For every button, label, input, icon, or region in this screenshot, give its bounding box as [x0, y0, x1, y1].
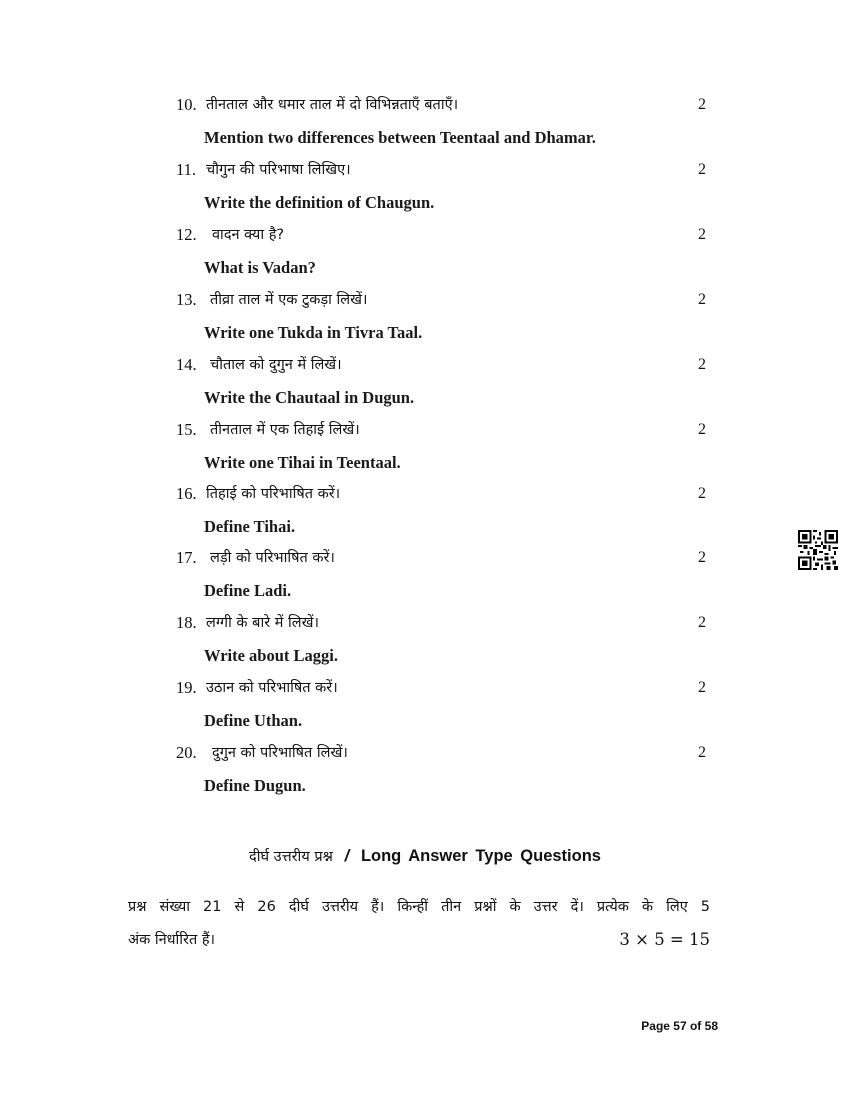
question-marks: 2: [698, 226, 706, 243]
qr-code-icon: [798, 530, 838, 570]
question-15: [176, 418, 706, 442]
question-12: [176, 223, 706, 247]
question-number: 16.: [176, 484, 197, 503]
question-text-hindi: चौगुन की परिभाषा लिखिए।: [206, 162, 351, 178]
question-text-english: Mention two differences between Teentaal and Dhamar.: [204, 128, 596, 147]
question-text-english: Define Ladi.: [204, 581, 292, 600]
question-text-english: Write the definition of Chaugun.: [204, 193, 435, 212]
question-20: [176, 741, 706, 765]
question-text-hindi: उठान को परिभाषित करें।: [206, 680, 338, 696]
question-text-english: Write one Tihai in Teentaal.: [204, 453, 401, 472]
question-marks: 2: [698, 549, 706, 566]
question-marks: 2: [698, 744, 706, 761]
question-text-hindi: तीव्रा ताल में एक टुकड़ा लिखें।: [210, 292, 368, 308]
question-marks: 2: [698, 291, 706, 308]
question-number: 20.: [176, 743, 197, 762]
question-marks: 2: [698, 679, 706, 696]
question-number: 10.: [176, 95, 197, 114]
question-text-english: Write one Tukda in Tivra Taal.: [204, 323, 423, 342]
question-number: 15.: [176, 420, 197, 439]
section-title-separator: /: [344, 847, 350, 865]
question-text-english: Write about Laggi.: [204, 646, 338, 665]
instructions-line-1: प्रश्न संख्या 21 से 26 दीर्घ उत्तरीय हैं। किन्हीं तीन प्रश्नों के उत्तर दें। प्रत्येक के लिए 5: [128, 899, 710, 915]
question-text-english: Define Tihai.: [204, 517, 296, 536]
question-text-hindi: तीनताल और धमार ताल में दो विभिन्नताएँ बताएँ।: [206, 97, 459, 113]
question-number: 18.: [176, 613, 197, 632]
question-text-hindi: चौताल को दुगुन में लिखें।: [210, 357, 342, 373]
question-text-english: Define Uthan.: [204, 711, 303, 730]
question-text-hindi: तिहाई को परिभाषित करें।: [206, 486, 341, 502]
question-marks: 2: [698, 356, 706, 373]
question-text-english: Write the Chautaal in Dugun.: [204, 388, 415, 407]
question-19: [176, 676, 706, 700]
question-17: [176, 546, 706, 570]
question-text-english: Define Dugun.: [204, 776, 306, 795]
question-18: [176, 611, 706, 635]
instructions-line-2: अंक निर्धारित हैं।: [128, 932, 216, 948]
question-10: [176, 93, 706, 117]
section-title-english: Long Answer Type Questions: [360, 847, 601, 865]
question-text-english: What is Vadan?: [204, 258, 316, 277]
question-16: [176, 482, 706, 506]
question-text-hindi: तीनताल में एक तिहाई लिखें।: [210, 422, 360, 438]
question-number: 12.: [176, 225, 197, 244]
marks-formula: 3 × 5 = 15: [619, 930, 710, 949]
question-marks: 2: [698, 421, 706, 438]
question-marks: 2: [698, 96, 706, 113]
question-marks: 2: [698, 614, 706, 631]
question-text-hindi: लग्गी के बारे में लिखें।: [206, 615, 319, 631]
question-13: [176, 288, 706, 312]
question-text-hindi: लड़ी को परिभाषित करें।: [210, 550, 335, 566]
section-heading: [0, 844, 850, 869]
question-text-hindi: दुगुन को परिभाषित लिखें।: [212, 745, 348, 761]
question-14: [176, 353, 706, 377]
section-title-hindi: दीर्घ उत्तरीय प्रश्न: [249, 849, 333, 865]
question-11: [176, 158, 706, 182]
page-number: Page 57 of 58: [641, 1019, 718, 1033]
question-number: 14.: [176, 355, 197, 374]
question-number: 13.: [176, 290, 197, 309]
question-number: 11.: [176, 160, 197, 179]
question-marks: 2: [698, 161, 706, 178]
question-number: 17.: [176, 548, 197, 567]
question-marks: 2: [698, 485, 706, 502]
question-text-hindi: वादन क्या है?: [212, 227, 285, 243]
question-number: 19.: [176, 678, 197, 697]
